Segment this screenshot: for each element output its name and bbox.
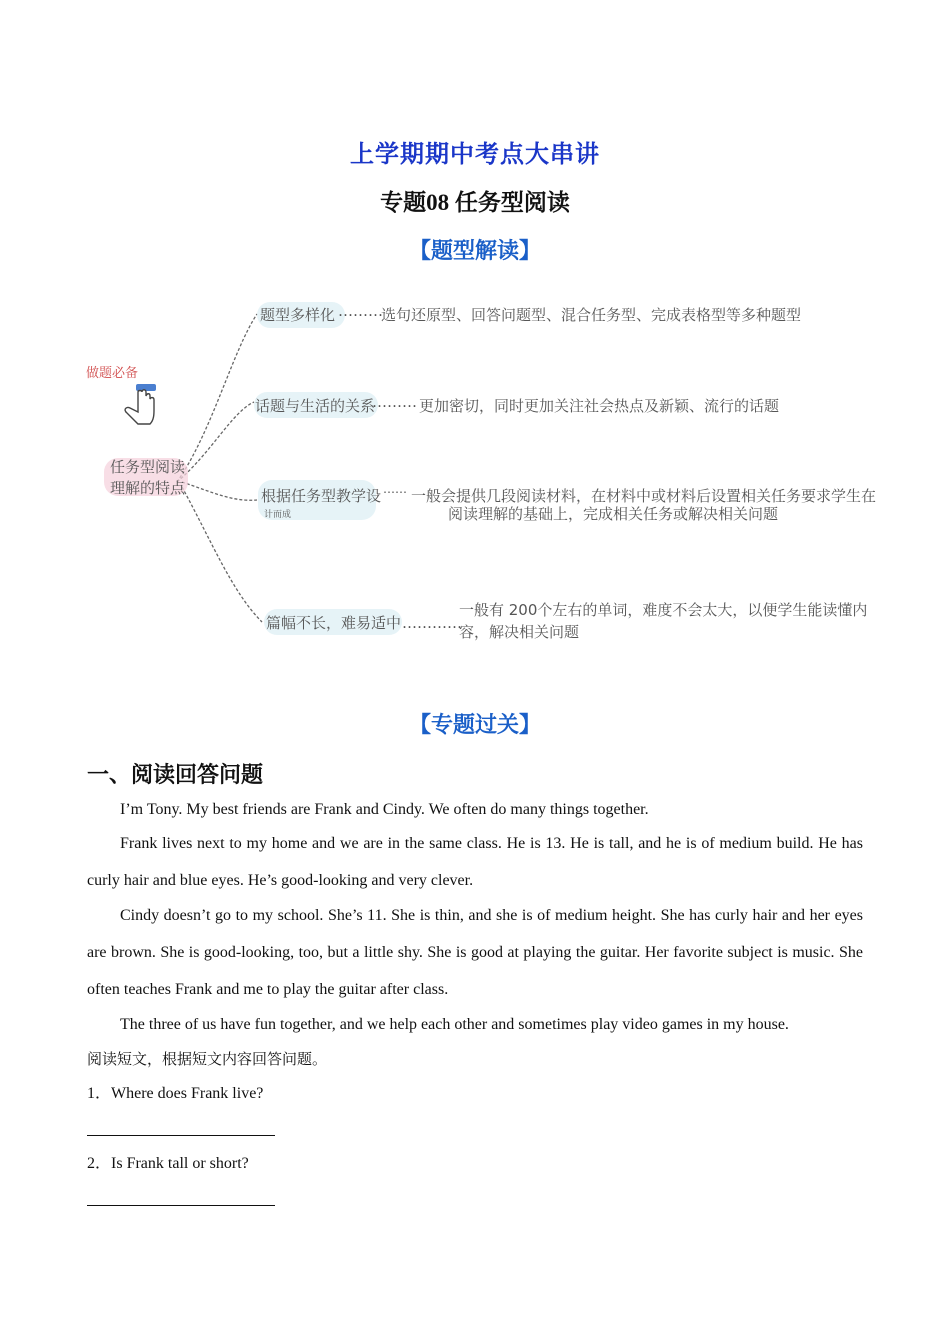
- exercise-heading: 一、阅读回答问题: [87, 763, 264, 788]
- question-2-text: Is Frank tall or short?: [111, 1155, 249, 1172]
- branch-3-head: 根据任务型教学设: [261, 487, 382, 505]
- mind-map-branches: [82, 282, 882, 652]
- page-title: 上学期期中考点大串讲: [350, 142, 600, 168]
- answer-line-2[interactable]: [87, 1205, 275, 1206]
- branch-4-head: 篇幅不长，难易适中: [266, 614, 402, 632]
- question-1-text: Where does Frank live?: [111, 1085, 264, 1102]
- question-1-number: 1．: [87, 1085, 112, 1102]
- branch-1-dots: ………: [338, 302, 383, 320]
- branch-3-text2: 阅读理解的基础上，完成相关任务或解决相关问题: [448, 505, 779, 523]
- branch-4-text: 一般有 200个左右的单词，难度不会太大，以便学生能读懂内: [459, 601, 868, 619]
- branch-3-sub: 计而成: [264, 510, 292, 520]
- branch-4-dots: …………: [402, 614, 462, 632]
- passage-paragraph-3: Cindy doesn’t go to my school. She’s 11. She is thin, and she is of medium height. She has curly hair and her eyes are brown. She is good-looking, too, but a little shy. She is good at playing the guitar. Her favorite subject is music. She often teaches Frank and me to play the guitar after class.: [87, 907, 863, 998]
- branch-2-dots: ………: [372, 393, 417, 411]
- corner-label: 做题必备: [86, 366, 139, 381]
- branch-1-head: 题型多样化: [260, 306, 336, 324]
- question-2: [87, 1145, 863, 1182]
- center-node-line2: 理解的特点: [110, 479, 186, 497]
- question-2-number: 2．: [87, 1155, 112, 1172]
- branch-2-head: 话题与生活的关系: [255, 397, 376, 415]
- instruction-text: 阅读短文，根据短文内容回答问题。: [87, 1050, 328, 1068]
- branch-3-text: 一般会提供几段阅读材料，在材料中或材料后设置相关任务要求学生在: [411, 487, 877, 505]
- section-interpret-title: 【题型解读】: [408, 238, 541, 263]
- center-node-line1: 任务型阅读: [110, 458, 186, 476]
- section-practice-title: 【专题过关】: [408, 712, 541, 737]
- passage-paragraph-2: Frank lives next to my home and we are in the same class. He is 13. He is tall, and he is of medium build. He has curly hair and blue eyes. He’s good-looking and very clever.: [87, 835, 863, 889]
- passage-paragraph-4: The three of us have fun together, and we help each other and sometimes play video games in my house.: [120, 1016, 789, 1033]
- branch-1-text: 选句还原型、回答问题型、混合任务型、完成表格型等多种题型: [381, 306, 802, 324]
- branch-4-text2: 容，解决相关问题: [459, 623, 580, 641]
- branch-3-dots: ……: [383, 482, 407, 496]
- question-1: [87, 1075, 863, 1112]
- topic-subtitle: 专题08 任务型阅读: [380, 190, 570, 215]
- branch-2-text: 更加密切，同时更加关注社会热点及新颖、流行的话题: [419, 397, 780, 415]
- mind-map: [82, 282, 882, 652]
- passage-paragraph-1: I’m Tony. My best friends are Frank and Cindy. We often do many things together.: [120, 801, 649, 818]
- pointing-hand-icon: [120, 382, 160, 430]
- answer-line-1[interactable]: [87, 1135, 275, 1136]
